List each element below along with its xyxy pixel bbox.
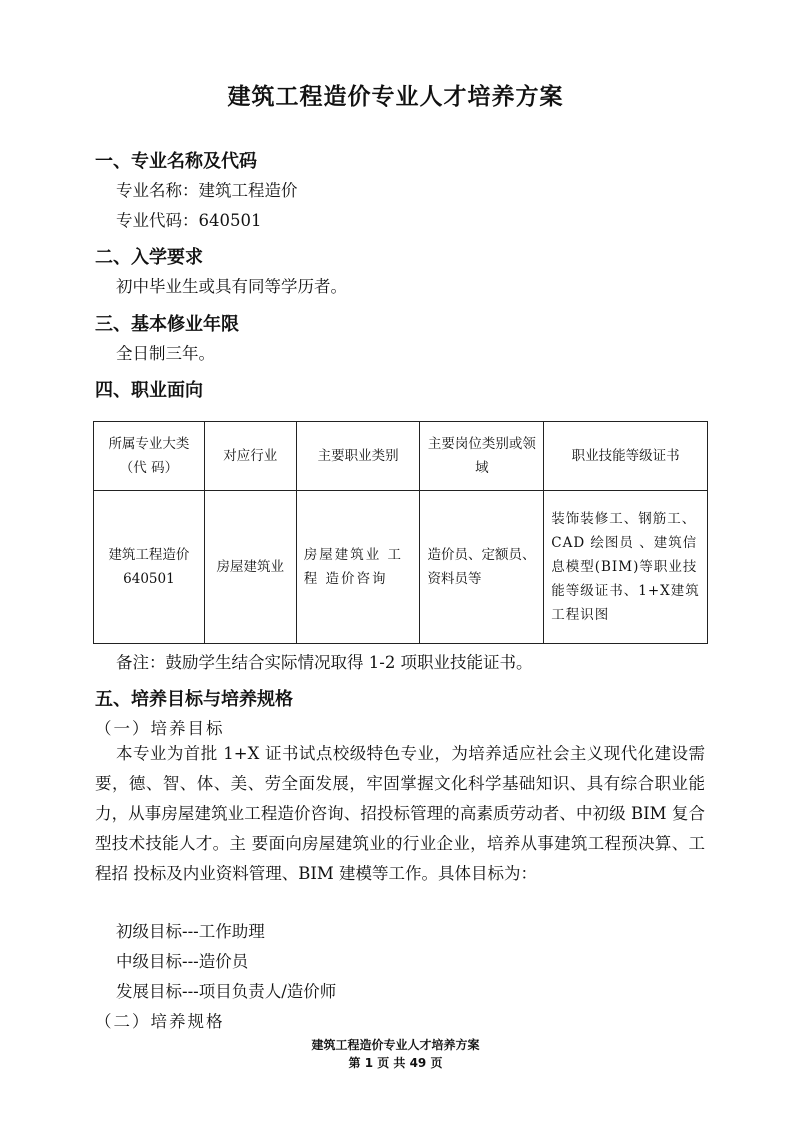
table-cell: 造价员、定额员、资料员等: [420, 491, 544, 644]
table-cell: 装饰装修工、钢筋工、CAD 绘图员 、建筑信息模型(BIM)等职业技能等级证书、1+X建筑工程识图: [544, 491, 708, 644]
table-cell: 房屋建筑业: [204, 491, 296, 644]
page-title: 建筑工程造价专业人才培养方案: [227, 84, 564, 110]
goal-item: 中级目标---造价员: [116, 952, 249, 971]
footer-title: 建筑工程造价专业人才培养方案: [311, 1038, 480, 1052]
goals-paragraph: 本专业为首批 1+X 证书试点校级特色专业，为培养适应社会主义现代化建设需要，德、智、体、美、劳全面发展，牢固掌握文化科学基础知识、具有综合职业能力，从事房屋建筑业工程造价咨询、招投标管理的高素质劳动者、中初级 BIM 复合型技术技能人才。主 要面向房屋建筑业的行业企业，培养从事建筑工程预决算、工程招 投标及内业资料管理、BIM 建模等工作。具体目标为：: [95, 744, 705, 883]
section-heading-goals: 五、培养目标与培养规格: [95, 689, 293, 710]
duration-text: 全日制三年。: [116, 344, 215, 363]
subheading-specs: （二）培养规格: [95, 1012, 225, 1031]
major-name-line: 专业名称：建筑工程造价: [116, 181, 298, 200]
career-table: [93, 421, 708, 644]
section-heading-admission: 二、入学要求: [95, 247, 203, 268]
table-header-cell: 主要岗位类别或领域: [420, 422, 544, 491]
page-number: 第 1 页 共 49 页: [348, 1056, 443, 1070]
table-header-cell: 所属专业大类（代 码）: [94, 422, 205, 491]
section-heading-career: 四、职业面向: [95, 380, 203, 401]
admission-text: 初中毕业生或具有同等学历者。: [116, 277, 347, 296]
section-heading-major: 一、专业名称及代码: [95, 151, 257, 172]
table-header-cell: 主要职业类别: [296, 422, 420, 491]
table-header-cell: 职业技能等级证书: [544, 422, 708, 491]
table-header-cell: 对应行业: [204, 422, 296, 491]
table-note: 备注：鼓励学生结合实际情况取得 1-2 项职业技能证书。: [116, 653, 533, 672]
table-cell: 建筑工程造价 640501: [94, 491, 205, 644]
table-row: [94, 491, 708, 644]
goal-item: 发展目标---项目负责人/造价师: [116, 982, 337, 1001]
table-header-row: [94, 422, 708, 491]
major-code-line: 专业代码：640501: [116, 211, 262, 230]
subheading-goals: （一）培养目标: [95, 719, 225, 738]
goal-item: 初级目标---工作助理: [116, 922, 265, 941]
section-heading-duration: 三、基本修业年限: [95, 314, 239, 335]
table-cell: 房屋建筑业 工程 造价咨询: [296, 491, 420, 644]
